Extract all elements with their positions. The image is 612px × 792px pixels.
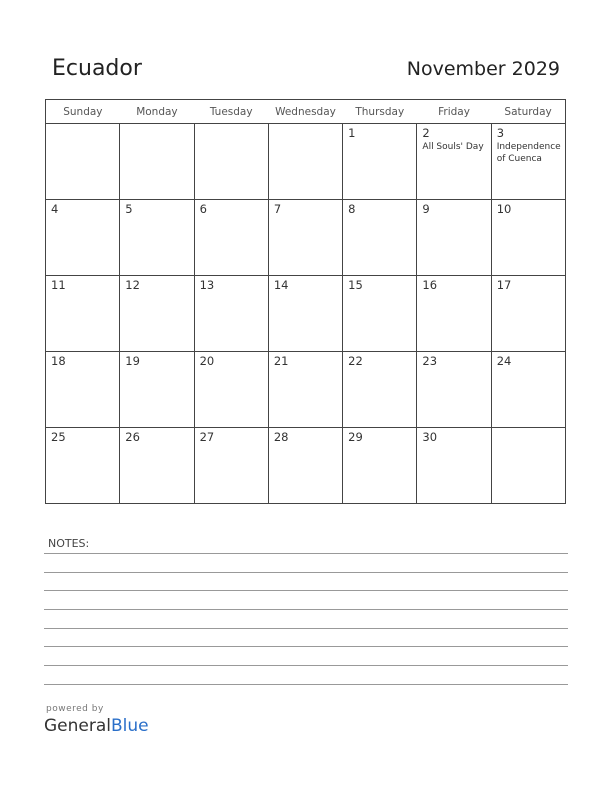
- day-number: 16: [422, 278, 438, 292]
- weekday-monday: Monday: [120, 100, 194, 124]
- day-cell: [491, 124, 565, 200]
- weekday-sunday: Sunday: [46, 100, 120, 124]
- day-number: 12: [125, 278, 140, 292]
- day-number: 17: [496, 278, 512, 292]
- weekday-tuesday: Tuesday: [194, 100, 268, 124]
- weekday-header-row: [46, 100, 566, 124]
- day-cell: [268, 276, 342, 352]
- note-line: [44, 590, 568, 591]
- day-cell: [268, 200, 342, 276]
- day-number: 24: [496, 354, 512, 368]
- note-line: [44, 609, 568, 610]
- holiday-label: Independence of Cuenca: [496, 142, 561, 164]
- month-title: November 2029: [406, 58, 560, 80]
- day-cell: [194, 124, 268, 200]
- note-line: [44, 628, 568, 629]
- day-cell: [417, 276, 491, 352]
- day-cell: [343, 124, 417, 200]
- day-cell: [46, 200, 120, 276]
- day-number: 13: [199, 278, 215, 292]
- day-cell: [194, 200, 268, 276]
- day-number: 28: [273, 430, 289, 444]
- day-number: 3: [496, 126, 505, 140]
- notes-label: NOTES:: [48, 537, 90, 550]
- day-cell: [417, 428, 491, 504]
- day-number: 19: [125, 354, 140, 368]
- week-row: [46, 200, 566, 276]
- day-cell: [120, 428, 194, 504]
- day-cell: [194, 276, 268, 352]
- day-number: 21: [273, 354, 289, 368]
- day-cell: [343, 428, 417, 504]
- day-cell: [120, 124, 194, 200]
- day-cell: [343, 352, 417, 428]
- week-row: [46, 428, 566, 504]
- day-number: 15: [348, 278, 363, 292]
- day-number: 9: [422, 202, 430, 216]
- logo-blue: Blue: [111, 716, 149, 736]
- note-line: [44, 572, 568, 573]
- day-cell: [120, 352, 194, 428]
- country-title: Ecuador: [52, 56, 142, 81]
- note-line: [44, 646, 568, 647]
- day-cell: [46, 428, 120, 504]
- day-number: 20: [199, 354, 215, 368]
- day-cell: [491, 352, 565, 428]
- powered-by-text: powered by: [46, 704, 104, 714]
- day-number: 11: [51, 278, 66, 292]
- day-cell: [268, 428, 342, 504]
- day-number: 10: [496, 202, 512, 216]
- day-number: 26: [125, 430, 140, 444]
- day-number: 5: [125, 202, 133, 216]
- day-number: 18: [51, 354, 66, 368]
- holiday-label: All Souls' Day: [422, 142, 484, 152]
- day-cell: [120, 200, 194, 276]
- day-number: 23: [422, 354, 438, 368]
- note-line: [44, 553, 568, 554]
- weekday-saturday: Saturday: [491, 100, 565, 124]
- day-number: 14: [273, 278, 289, 292]
- day-cell: [268, 352, 342, 428]
- day-cell: [343, 276, 417, 352]
- day-number: 7: [273, 202, 282, 216]
- weekday-thursday: Thursday: [343, 100, 417, 124]
- day-cell: [46, 352, 120, 428]
- day-cell: [120, 276, 194, 352]
- day-number: 22: [348, 354, 363, 368]
- day-cell: [417, 200, 491, 276]
- day-number: 25: [51, 430, 66, 444]
- day-number: 2: [422, 126, 430, 140]
- day-cell: [491, 200, 565, 276]
- day-cell: [491, 276, 565, 352]
- day-number: 29: [348, 430, 363, 444]
- weekday-wednesday: Wednesday: [268, 100, 342, 124]
- day-cell: [46, 276, 120, 352]
- day-number: 30: [422, 430, 438, 444]
- note-line: [44, 665, 568, 666]
- day-cell: [417, 352, 491, 428]
- logo-general: General: [44, 716, 111, 736]
- day-number: 4: [51, 202, 59, 216]
- week-row: [46, 124, 566, 200]
- day-cell: [491, 428, 565, 504]
- day-cell: [268, 124, 342, 200]
- calendar-grid: [45, 99, 566, 504]
- week-row: [46, 276, 566, 352]
- weekday-friday: Friday: [417, 100, 491, 124]
- day-cell: [417, 124, 491, 200]
- day-number: 8: [348, 202, 356, 216]
- day-cell: [194, 428, 268, 504]
- generalblue-logo: [44, 716, 149, 736]
- day-number: 1: [348, 126, 356, 140]
- day-number: 6: [199, 202, 207, 216]
- day-cell: [194, 352, 268, 428]
- day-cell: [343, 200, 417, 276]
- day-cell: [46, 124, 120, 200]
- day-number: 27: [199, 430, 215, 444]
- week-row: [46, 352, 566, 428]
- note-line: [44, 684, 568, 685]
